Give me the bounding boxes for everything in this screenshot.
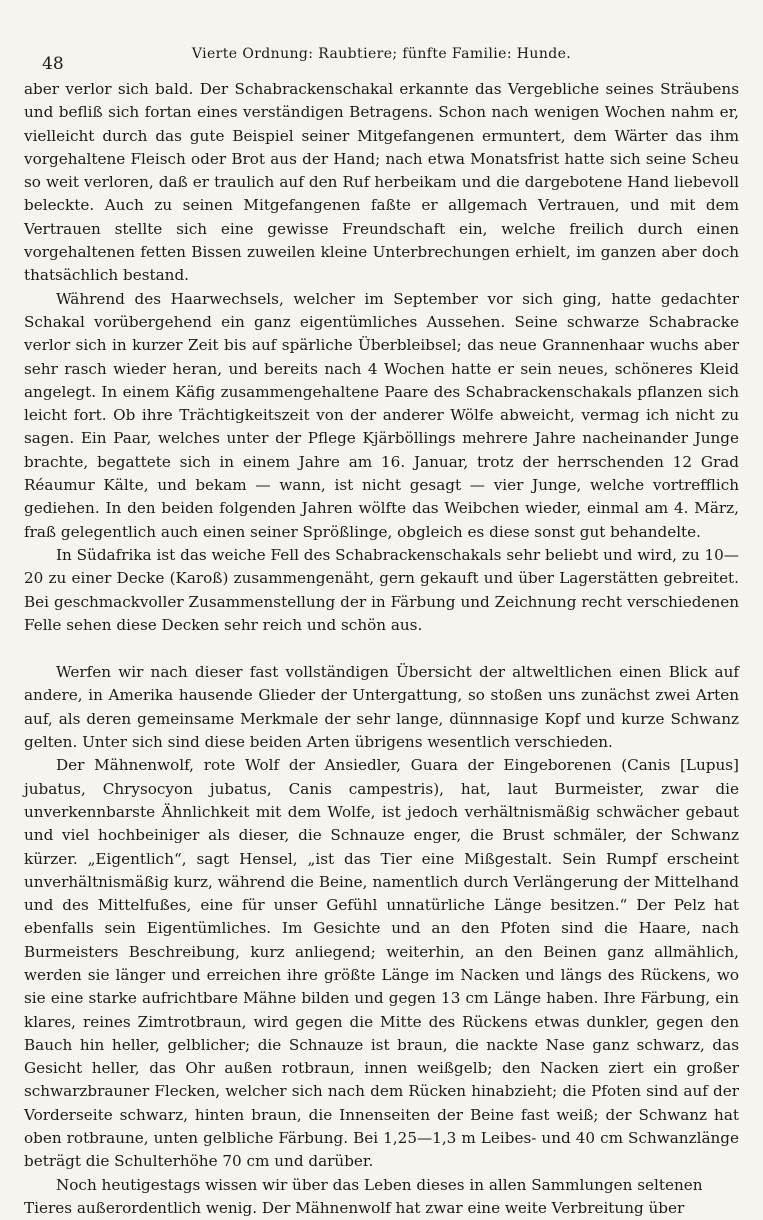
- paragraph-4: Werfen wir nach dieser fast vollständigen Übersicht der altweltlichen einen Blick auf andere, in Amerika hausende Glieder der Untergattung, so stoßen uns zunächst zwei Arten auf, als deren gemeinsame Merkmale der sehr lange, dünnnasige Kopf und kurze Schwanz gelten. Unter sich sind diese beiden Arten übrigens wesentlich verschieden.: [24, 663, 739, 752]
- paragraph-3: In Südafrika ist das weiche Fell des Schabrackenschakals sehr beliebt und wird, zu 10—20 zu einer Decke (Karoß) zusammengenäht, gern gekauft und über Lagerstätten gebreitet. Bei geschmackvoller Zusammenstellung der in Färbung und Zeichnung recht verschiedenen Felle sehen diese Decken sehr reich und schön aus.: [24, 545, 739, 634]
- paragraph-5: Der Mähnenwolf, rote Wolf der Ansiedler, Guara der Eingeborenen (Canis [Lupus] jubatus, Chrysocyon jubatus, Canis campestris), hat, laut Burmeister, zwar die unverkennbarste Ähnlichkeit mit dem Wolfe, ist jedoch verhältnismäßig schwächer gebaut und viel hochbeiniger als dieser, die Schnauze enger, die Brust schmäler, der Schwanz kürzer. „Eigentlich“, sagt Hensel, „ist das Tier eine Mißgestalt. Sein Rumpf erscheint unverhältnismäßig kurz, während die Beine, namentlich durch Verlängerung der Mittelhand und des Mittelfußes, eine für unser Gefühl unnatürliche Länge besitzen.“ Der Pelz hat ebenfalls sein Eigentümliches. Im Gesichte und an den Pfoten sind die Haare, nach Burmeisters Beschreibung, kurz anliegend; weiterhin, an den Beinen ganz allmählich, werden sie länger und erreichen ihre größte Länge im Nacken und längs des Rückens, wo sie eine starke aufrichtbare Mähne bilden und gegen 13 cm Länge haben. Ihre Färbung, ein klares, reines Zimtrotbraun, wird gegen die Mitte des Rückens etwas dunkler, gegen den Bauch hin heller, gelblicher; die Schnauze ist braun, die nackte Nase ganz schwarz, das Gesicht heller, das Ohr außen rotbraun, innen weißgelb; den Nacken ziert ein großer schwarzbrauner Flecken, welcher sich nach dem Rücken hinabzieht; die Pfoten sind auf der Vorderseite schwarz, hinten braun, die Innenseiten der Beine fast weiß; der Schwanz hat oben rotbraune, unten gelbliche Färbung. Bei 1,25—1,3 m Leibes- und 40 cm Schwanzlänge beträgt die Schulterhöhe 70 cm und darüber.: [24, 756, 739, 1171]
- page-header: [24, 40, 739, 74]
- page-body: [24, 78, 739, 1220]
- running-title: Vierte Ordnung: Raubtiere; fünfte Familie: Hunde.: [191, 46, 572, 62]
- page-number: 48: [42, 54, 64, 74]
- paragraph-1: aber verlor sich bald. Der Schabrackenschakal erkannte das Vergebliche seines Sträubens und befliß sich fortan eines verständigen Betragens. Schon nach wenigen Wochen nahm er, vielleicht durch das gute Beispiel seiner Mitgefangenen ermuntert, dem Wärter das ihm vorgehaltene Fleisch oder Brot aus der Hand; nach etwa Monatsfrist hatte sich seine Scheu so weit verloren, daß er traulich auf den Ruf herbeikam und die dargebotene Hand liebevoll beleckte. Auch zu seinen Mitgefangenen faßte er allgemach Vertrauen, und mit dem Vertrauen stellte sich eine gewisse Freundschaft ein, welche freilich durch einen vorgehaltenen fetten Bissen zuweilen kleine Unterbrechungen erhielt, im ganzen aber doch thatsächlich bestand.: [24, 80, 739, 285]
- paragraph-6: Noch heutigestags wissen wir über das Leben dieses in allen Sammlungen seltenen Tieres außerordentlich wenig. Der Mähnenwolf hat zwar eine weite Verbreitung über: [24, 1175, 703, 1217]
- paragraph-2: Während des Haarwechsels, welcher im September vor sich ging, hatte gedachter Schakal vorübergehend ein ganz eigentümliches Aussehen. Seine schwarze Schabracke verlor sich in kurzer Zeit bis auf spärliche Überbleibsel; das neue Grannenhaar wuchs aber sehr rasch wieder heran, und bereits nach 4 Wochen hatte er sein neues, schöneres Kleid angelegt. In einem Käfig zusammengehaltene Paare des Schabrackenschakals pflanzen sich leicht fort. Ob ihre Trächtigkeitszeit von der anderer Wölfe abweicht, vermag ich nicht zu sagen. Ein Paar, welches unter der Pflege Kjärböllings mehrere Jahre nacheinander Junge brachte, begattete sich in einem Jahre am 16. Januar, trotz der herrschenden 12 Grad Réaumur Kälte, und bekam — wann, ist nicht gesagt — vier Junge, welche vortrefflich gediehen. In den beiden folgenden Jahren wölfte das Weibchen wieder, einmal am 4. März, fraß gelegentlich auch einen seiner Sprößlinge, obgleich es diese sonst gut behandelte.: [24, 289, 739, 541]
- section-gap: [24, 637, 739, 661]
